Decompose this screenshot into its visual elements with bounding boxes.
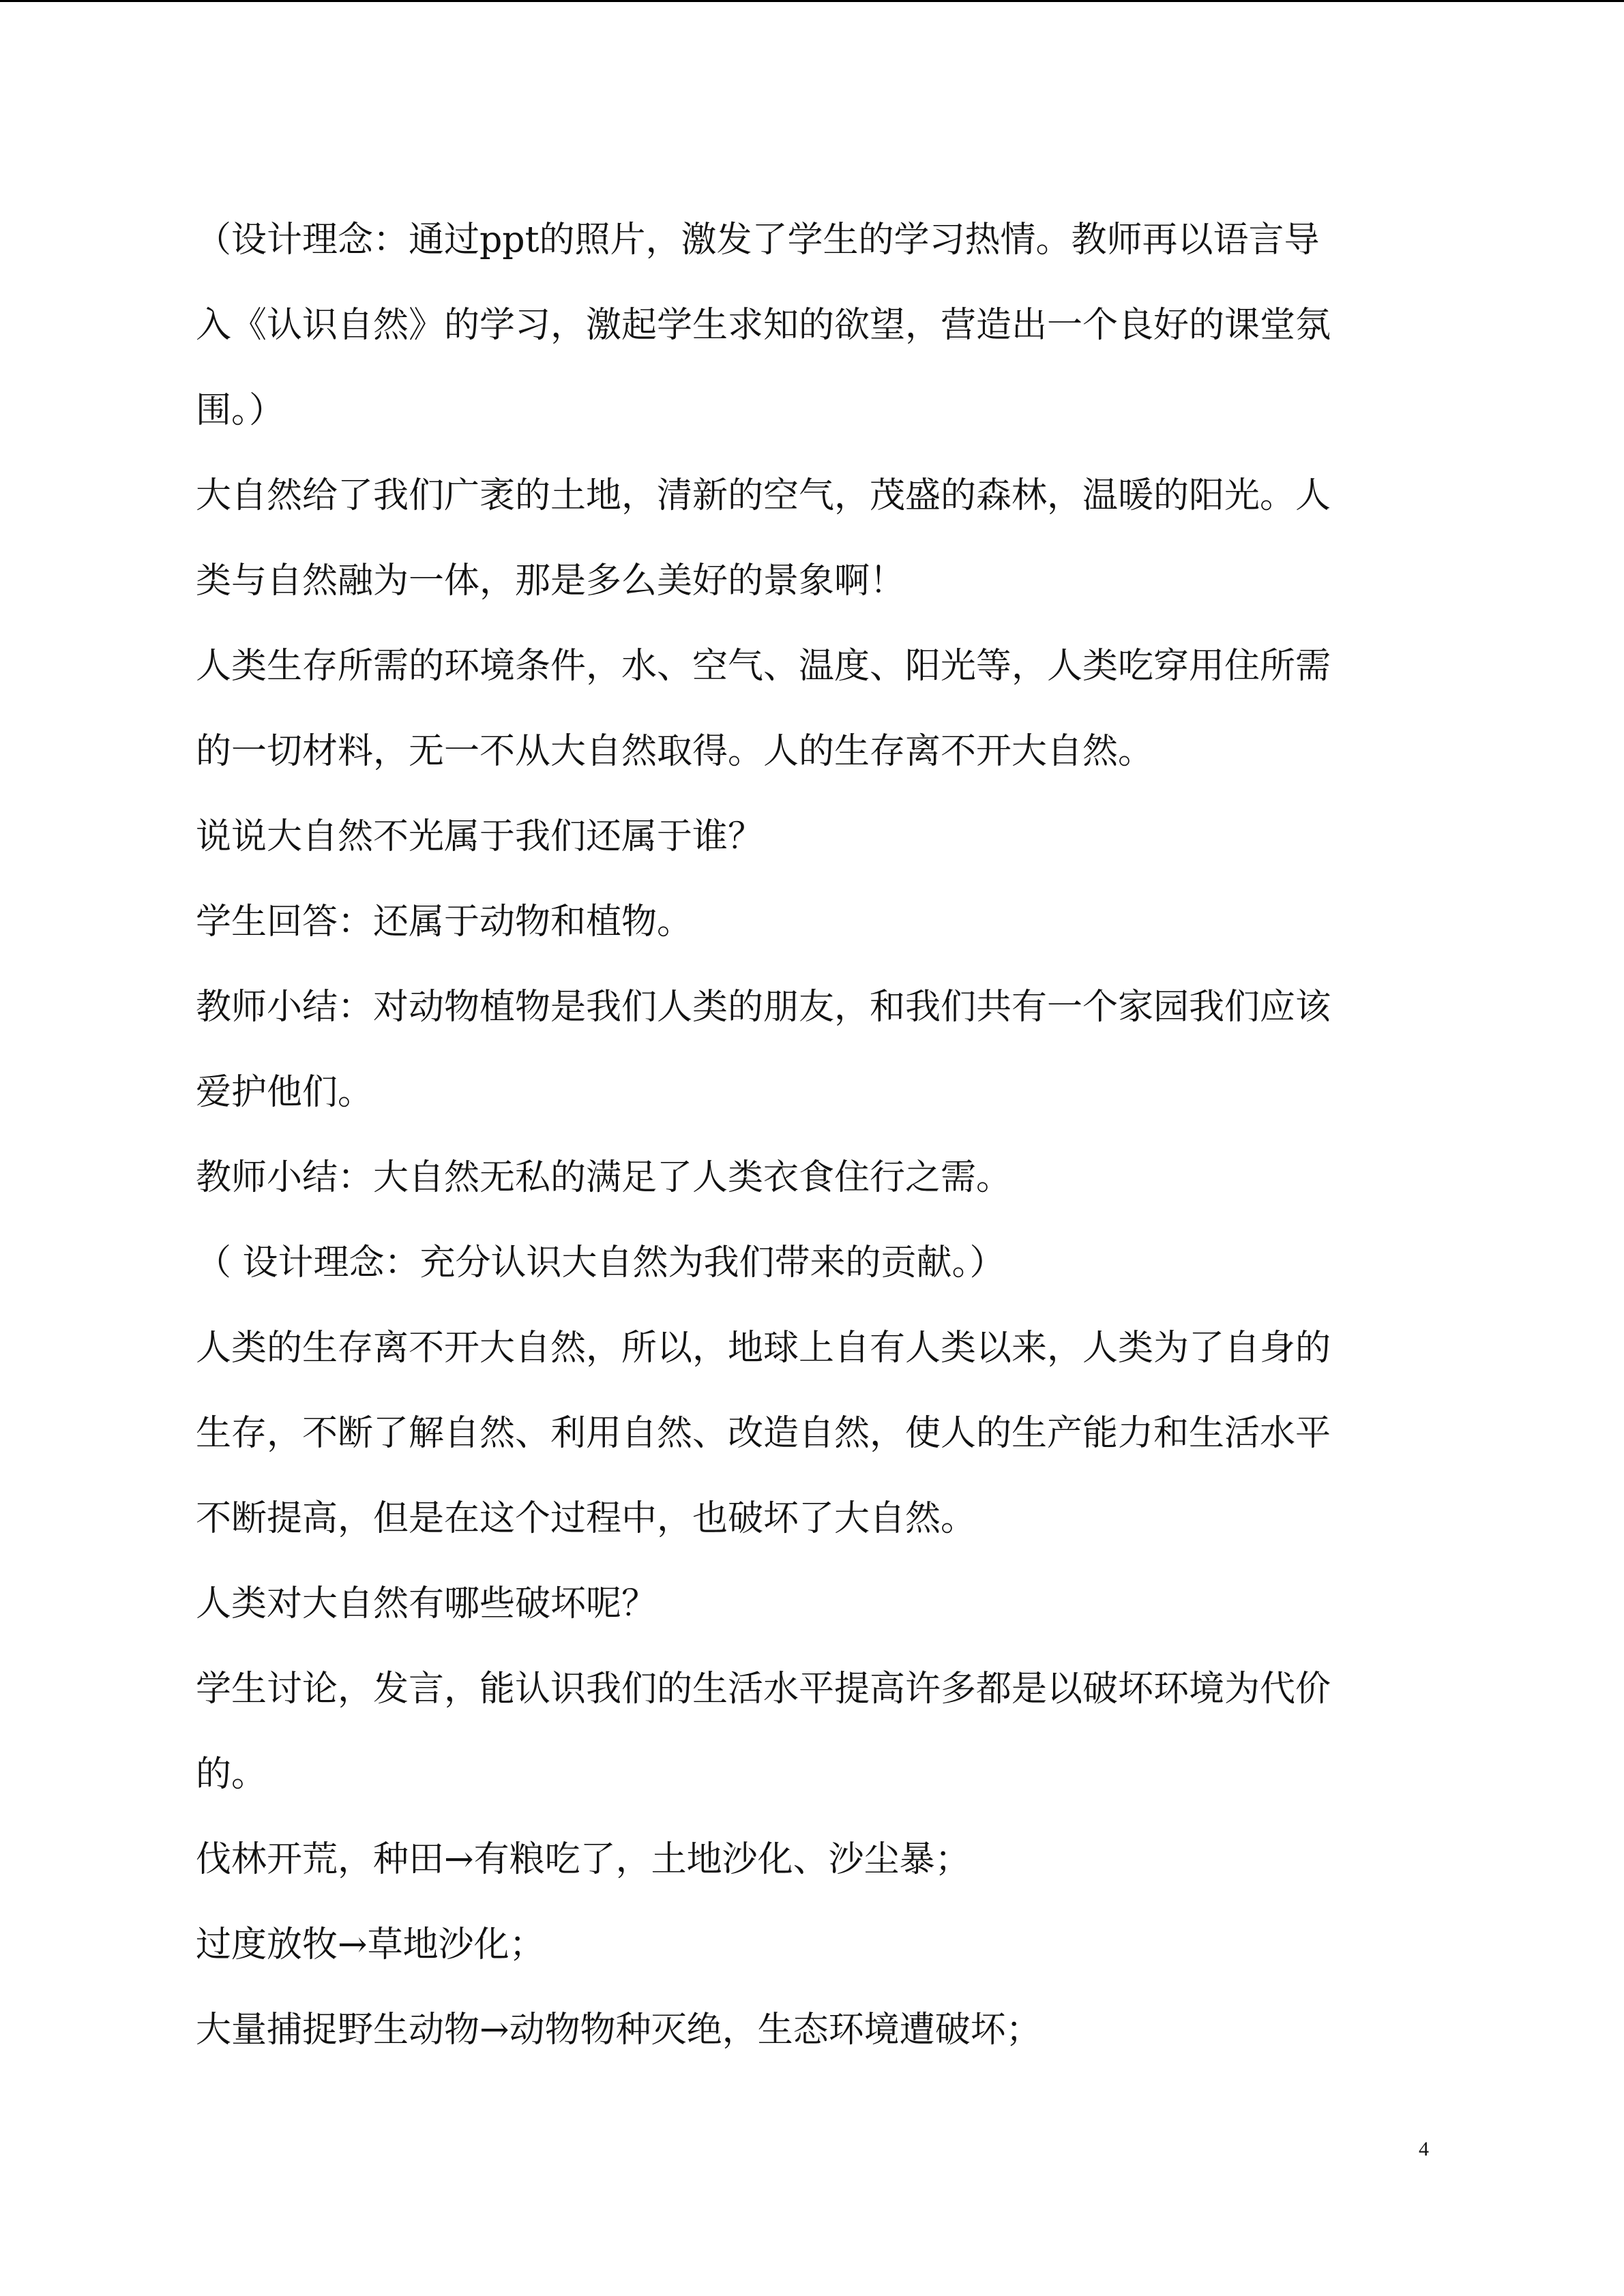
text-line: 人类对大自然有哪些破坏呢？	[196, 1583, 658, 1624]
text-line: 人类的生存离不开大自然，所以，地球上自有人类以来，人类为了自身的	[196, 1328, 1331, 1369]
text-line: 入《认识自然》的学习，激起学生求知的欲望，营造出一个良好的课堂氛	[196, 305, 1331, 346]
text-line: 的一切材料，无一不从大自然取得。人的生存离不开大自然。	[196, 731, 1154, 772]
text-line: 过度放牧→草地沙化；	[196, 1924, 545, 1965]
text-line: 爱护他们。	[196, 1072, 374, 1113]
text-line: 的。	[196, 1754, 267, 1795]
text-line: 生存，不断了解自然、利用自然、改造自然，使人的生产能力和生活水平	[196, 1413, 1331, 1454]
text-line: 人类生存所需的环境条件，水、空气、温度、阳光等，人类吃穿用住所需	[196, 646, 1331, 687]
text-line: 教师小结：对动物植物是我们人类的朋友，和我们共有一个家园我们应该	[196, 987, 1331, 1028]
text-line: 伐林开荒，种田→有粮吃了，土地沙化、沙尘暴；	[196, 1839, 971, 1880]
text-line: 围。）	[196, 390, 285, 431]
text-line: 学生讨论，发言，能认识我们的生活水平提高许多都是以破坏环境为代价	[196, 1669, 1331, 1710]
page-number: 4	[1419, 2138, 1429, 2160]
text-line: 学生回答：还属于动物和植物。	[196, 901, 693, 942]
text-line: （ 设计理念：充分认识大自然为我们带来的贡献。）	[196, 1242, 1005, 1283]
top-border-line	[0, 0, 1624, 2]
text-line: 大量捕捉野生动物→动物物种灭绝，生态环境遭破坏；	[196, 2010, 1042, 2051]
document-body	[196, 213, 1423, 2088]
text-line: 教师小结：大自然无私的满足了人类衣食住行之需。	[196, 1157, 1012, 1198]
text-line: （设计理念：通过ppt的照片，激发了学生的学习热情。教师再以语言导	[196, 220, 1320, 260]
text-line: 类与自然融为一体，那是多么美好的景象啊！	[196, 561, 906, 601]
text-line: 说说大自然不光属于我们还属于谁？	[196, 816, 764, 857]
text-line: 大自然给了我们广袤的土地，清新的空气，茂盛的森林，温暖的阳光。人	[196, 475, 1331, 516]
text-line: 不断提高，但是在这个过程中，也破坏了大自然。	[196, 1498, 977, 1539]
